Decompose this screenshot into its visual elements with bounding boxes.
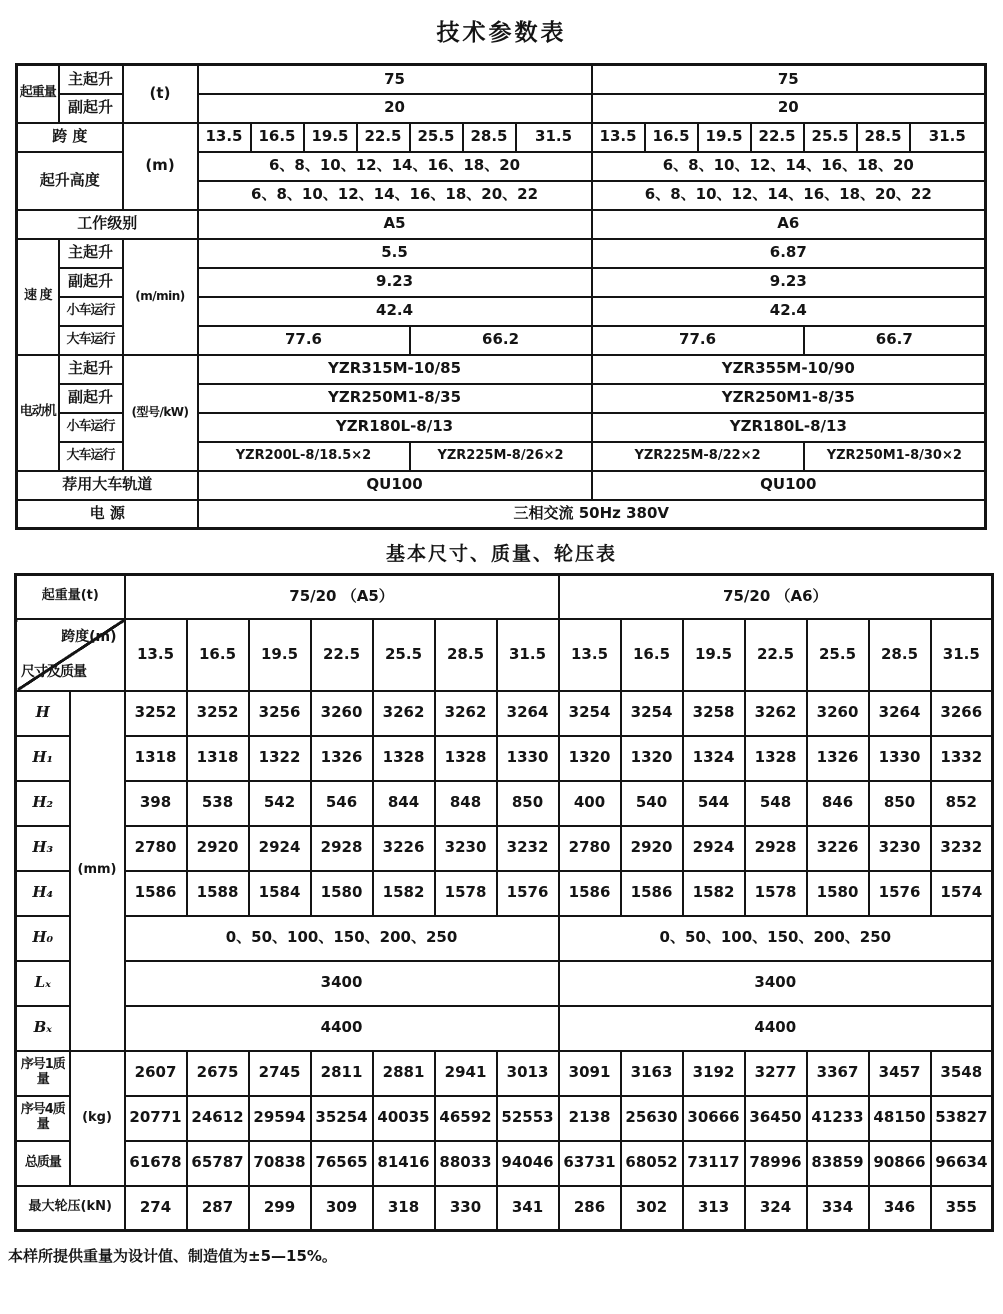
value-cell: 3230	[869, 826, 931, 871]
page-title: 技术参数表	[436, 20, 567, 46]
value-cell: 318	[373, 1186, 435, 1231]
value-cell: 1578	[435, 871, 497, 916]
table2-title: 基本尺寸、质量、轮压表	[385, 543, 617, 565]
unit-model-kw: (型号/kW)	[123, 355, 198, 471]
unit-m: (m)	[123, 123, 198, 210]
value-cell: 334	[807, 1186, 869, 1231]
capacity-a6-header: 75/20 （A6）	[559, 575, 993, 619]
table-row	[16, 736, 993, 781]
value-cell: 1574	[931, 871, 993, 916]
unit-m-min: (m/min)	[123, 239, 198, 355]
value-cell: 286	[559, 1186, 621, 1231]
value-cell: 2881	[373, 1051, 435, 1096]
value-cell: 850	[497, 781, 559, 826]
value-cell: 1330	[497, 736, 559, 781]
speed-aux-a5: 9.23	[198, 268, 592, 297]
value-cell: 3264	[869, 691, 931, 736]
value-cell: 61678	[125, 1141, 187, 1186]
value-cell: 76565	[311, 1141, 373, 1186]
value-cell: 46592	[435, 1096, 497, 1141]
dimensions-mass-table	[14, 573, 994, 1232]
value-cell: 2928	[311, 826, 373, 871]
motor-crane-a6-1: YZR225M-8/22×2	[592, 442, 804, 471]
value-cell: 1320	[559, 736, 621, 781]
value-cell: 3226	[373, 826, 435, 871]
value-cell: 1580	[807, 871, 869, 916]
value-cell: 29594	[249, 1096, 311, 1141]
table-row	[16, 575, 993, 619]
value-cell: 40035	[373, 1096, 435, 1141]
value-cell: 2941	[435, 1051, 497, 1096]
value-cell: 355	[931, 1186, 993, 1231]
value-cell: 309	[311, 1186, 373, 1231]
value-cell: 13.5	[198, 123, 251, 152]
lx-a5: 3400	[125, 961, 559, 1006]
motor-trolley-label: 小车运行	[59, 413, 123, 442]
value-cell: 324	[745, 1186, 807, 1231]
bx-a5: 4400	[125, 1006, 559, 1051]
value-cell: 1322	[249, 736, 311, 781]
value-cell: 3277	[745, 1051, 807, 1096]
value-cell: 25.5	[373, 619, 435, 691]
value-cell: 3232	[497, 826, 559, 871]
value-cell: 1588	[187, 871, 249, 916]
value-cell: 83859	[807, 1141, 869, 1186]
height-row1-a6: 6、8、10、12、14、16、18、20	[592, 152, 986, 181]
motor-crane-a5-2: YZR225M-8/26×2	[410, 442, 592, 471]
value-cell: 844	[373, 781, 435, 826]
value-cell: 3548	[931, 1051, 993, 1096]
value-cell: 30666	[683, 1096, 745, 1141]
main-hoist-label: 主起升	[59, 65, 123, 94]
value-cell: 19.5	[698, 123, 751, 152]
speed-crane-a5-1: 77.6	[198, 326, 410, 355]
work-duty-label: 工作级别	[17, 210, 198, 239]
footnote: 本样所提供重量为设计值、制造值为±5—15%。	[8, 1247, 337, 1265]
lifting-height-label: 起升高度	[17, 152, 123, 210]
motor-trolley-a5: YZR180L-8/13	[198, 413, 592, 442]
value-cell: 546	[311, 781, 373, 826]
dim-lx-label: Lₓ	[16, 961, 70, 1006]
table-row	[16, 619, 993, 691]
table-row	[16, 871, 993, 916]
value-cell: 2745	[249, 1051, 311, 1096]
value-cell: 19.5	[683, 619, 745, 691]
value-cell: 35254	[311, 1096, 373, 1141]
height-row1-a5: 6、8、10、12、14、16、18、20	[198, 152, 592, 181]
table-row	[16, 1096, 993, 1141]
value-cell: 852	[931, 781, 993, 826]
value-cell: 1582	[683, 871, 745, 916]
h0-a5: 0、50、100、150、200、250	[125, 916, 559, 961]
value-cell: 1318	[187, 736, 249, 781]
table-row	[16, 1186, 993, 1231]
value-cell: 1576	[869, 871, 931, 916]
value-cell: 341	[497, 1186, 559, 1231]
value-cell: 538	[187, 781, 249, 826]
speed-trolley-a6: 42.4	[592, 297, 986, 326]
table-row	[16, 961, 993, 1006]
value-cell: 850	[869, 781, 931, 826]
motor-crane-a5-1: YZR200L-8/18.5×2	[198, 442, 410, 471]
motor-main-a6: YZR355M-10/90	[592, 355, 986, 384]
speed-aux-label: 副起升	[59, 268, 123, 297]
table-row	[17, 210, 986, 239]
dim-h4-label: H₄	[16, 871, 70, 916]
height-row2-a5: 6、8、10、12、14、16、18、20、22	[198, 181, 592, 210]
value-cell: 1320	[621, 736, 683, 781]
value-cell: 22.5	[311, 619, 373, 691]
value-cell: 31.5	[910, 123, 986, 152]
value-cell: 3262	[435, 691, 497, 736]
value-cell: 1578	[745, 871, 807, 916]
value-cell: 398	[125, 781, 187, 826]
speed-crane-a6-2: 66.7	[804, 326, 986, 355]
value-cell: 68052	[621, 1141, 683, 1186]
value-cell: 3264	[497, 691, 559, 736]
mass-item4-label: 序号4质量	[16, 1096, 70, 1141]
value-cell: 31.5	[516, 123, 592, 152]
value-cell: 1582	[373, 871, 435, 916]
value-cell: 3260	[311, 691, 373, 736]
value-cell: 2924	[683, 826, 745, 871]
value-cell: 13.5	[559, 619, 621, 691]
dim-h0-label: H₀	[16, 916, 70, 961]
value-cell: 3163	[621, 1051, 683, 1096]
aux-hoist-a6: 20	[592, 94, 986, 123]
table-row	[16, 691, 993, 736]
capacity-a5-header: 75/20 （A5）	[125, 575, 559, 619]
value-cell: 2924	[249, 826, 311, 871]
value-cell: 3232	[931, 826, 993, 871]
value-cell: 544	[683, 781, 745, 826]
value-cell: 31.5	[931, 619, 993, 691]
value-cell: 28.5	[435, 619, 497, 691]
value-cell: 22.5	[751, 123, 804, 152]
value-cell: 2928	[745, 826, 807, 871]
value-cell: 16.5	[645, 123, 698, 152]
speed-trolley-label: 小车运行	[59, 297, 123, 326]
motor-main-a5: YZR315M-10/85	[198, 355, 592, 384]
table-row	[16, 1051, 993, 1096]
value-cell: 88033	[435, 1141, 497, 1186]
value-cell: 16.5	[621, 619, 683, 691]
motor-aux-a6: YZR250M1-8/35	[592, 384, 986, 413]
table-row	[17, 471, 986, 500]
main-hoist-a5: 75	[198, 65, 592, 94]
rail-a6: QU100	[592, 471, 986, 500]
value-cell: 2780	[125, 826, 187, 871]
value-cell: 1328	[435, 736, 497, 781]
value-cell: 400	[559, 781, 621, 826]
main-hoist-a6: 75	[592, 65, 986, 94]
value-cell: 542	[249, 781, 311, 826]
value-cell: 25630	[621, 1096, 683, 1141]
value-cell: 540	[621, 781, 683, 826]
value-cell: 24612	[187, 1096, 249, 1141]
speed-main-a5: 5.5	[198, 239, 592, 268]
value-cell: 1586	[559, 871, 621, 916]
value-cell: 2920	[187, 826, 249, 871]
value-cell: 3260	[807, 691, 869, 736]
value-cell: 2607	[125, 1051, 187, 1096]
unit-t: (t)	[123, 65, 198, 123]
value-cell: 3226	[807, 826, 869, 871]
value-cell: 548	[745, 781, 807, 826]
value-cell: 1326	[311, 736, 373, 781]
table-row	[17, 500, 986, 529]
value-cell: 52553	[497, 1096, 559, 1141]
rail-label: 荐用大车轨道	[17, 471, 198, 500]
value-cell: 3252	[187, 691, 249, 736]
rail-a5: QU100	[198, 471, 592, 500]
aux-hoist-label: 副起升	[59, 94, 123, 123]
motor-aux-label: 副起升	[59, 384, 123, 413]
value-cell: 302	[621, 1186, 683, 1231]
value-cell: 848	[435, 781, 497, 826]
value-cell: 13.5	[592, 123, 645, 152]
total-mass-label: 总质量	[16, 1141, 70, 1186]
value-cell: 3091	[559, 1051, 621, 1096]
value-cell: 3254	[621, 691, 683, 736]
dim-bx-label: Bₓ	[16, 1006, 70, 1051]
value-cell: 3230	[435, 826, 497, 871]
value-cell: 3262	[745, 691, 807, 736]
value-cell: 1580	[311, 871, 373, 916]
mass-item1-label: 序号1质量	[16, 1051, 70, 1096]
value-cell: 274	[125, 1186, 187, 1231]
value-cell: 81416	[373, 1141, 435, 1186]
height-row2-a6: 6、8、10、12、14、16、18、20、22	[592, 181, 986, 210]
value-cell: 28.5	[463, 123, 516, 152]
value-cell: 1586	[125, 871, 187, 916]
value-cell: 48150	[869, 1096, 931, 1141]
value-cell: 53827	[931, 1096, 993, 1141]
dim-h2-label: H₂	[16, 781, 70, 826]
diagonal-dim-label: 尺寸及质量	[21, 664, 86, 681]
value-cell: 25.5	[807, 619, 869, 691]
value-cell: 22.5	[745, 619, 807, 691]
max-wheel-load-label: 最大轮压(kN)	[16, 1186, 125, 1231]
speed-main-label: 主起升	[59, 239, 123, 268]
value-cell: 330	[435, 1186, 497, 1231]
power-label: 电 源	[17, 500, 198, 529]
value-cell: 25.5	[804, 123, 857, 152]
value-cell: 3367	[807, 1051, 869, 1096]
work-duty-a6: A6	[592, 210, 986, 239]
capacity-header-label: 起重量(t)	[16, 575, 125, 619]
speed-crane-a6-1: 77.6	[592, 326, 804, 355]
value-cell: 3013	[497, 1051, 559, 1096]
speed-aux-a6: 9.23	[592, 268, 986, 297]
value-cell: 63731	[559, 1141, 621, 1186]
table-row	[16, 826, 993, 871]
value-cell: 287	[187, 1186, 249, 1231]
value-cell: 346	[869, 1186, 931, 1231]
value-cell: 2675	[187, 1051, 249, 1096]
value-cell: 313	[683, 1186, 745, 1231]
table-row	[17, 123, 986, 152]
table-row	[16, 916, 993, 961]
motor-main-label: 主起升	[59, 355, 123, 384]
value-cell: 3192	[683, 1051, 745, 1096]
work-duty-a5: A5	[198, 210, 592, 239]
motor-crane-label: 大车运行	[59, 442, 123, 471]
table-row	[16, 781, 993, 826]
motor-aux-a5: YZR250M1-8/35	[198, 384, 592, 413]
value-cell: 2811	[311, 1051, 373, 1096]
motor-group-label: 电动机	[17, 355, 59, 471]
value-cell: 73117	[683, 1141, 745, 1186]
speed-main-a6: 6.87	[592, 239, 986, 268]
value-cell: 31.5	[497, 619, 559, 691]
bx-a6: 4400	[559, 1006, 993, 1051]
diagonal-span-label: 跨度(m)	[61, 628, 117, 645]
value-cell: 94046	[497, 1141, 559, 1186]
table-row	[16, 1006, 993, 1051]
value-cell: 13.5	[125, 619, 187, 691]
value-cell: 25.5	[410, 123, 463, 152]
value-cell: 19.5	[304, 123, 357, 152]
value-cell: 20771	[125, 1096, 187, 1141]
value-cell: 3266	[931, 691, 993, 736]
speed-crane-label: 大车运行	[59, 326, 123, 355]
aux-hoist-a5: 20	[198, 94, 592, 123]
value-cell: 1584	[249, 871, 311, 916]
table-row	[17, 355, 986, 384]
value-cell: 3457	[869, 1051, 931, 1096]
value-cell: 1332	[931, 736, 993, 781]
value-cell: 1328	[373, 736, 435, 781]
value-cell: 1576	[497, 871, 559, 916]
diagonal-header-cell	[16, 619, 125, 691]
value-cell: 1324	[683, 736, 745, 781]
dim-h3-label: H₃	[16, 826, 70, 871]
value-cell: 299	[249, 1186, 311, 1231]
value-cell: 16.5	[251, 123, 304, 152]
value-cell: 36450	[745, 1096, 807, 1141]
value-cell: 1586	[621, 871, 683, 916]
capacity-group-label: 起重量	[17, 65, 59, 123]
tech-params-table	[15, 63, 987, 530]
value-cell: 1326	[807, 736, 869, 781]
speed-trolley-a5: 42.4	[198, 297, 592, 326]
span-label: 跨 度	[17, 123, 123, 152]
value-cell: 19.5	[249, 619, 311, 691]
motor-trolley-a6: YZR180L-8/13	[592, 413, 986, 442]
dim-h-label: H	[16, 691, 70, 736]
value-cell: 28.5	[857, 123, 910, 152]
h0-a6: 0、50、100、150、200、250	[559, 916, 993, 961]
value-cell: 1318	[125, 736, 187, 781]
value-cell: 65787	[187, 1141, 249, 1186]
value-cell: 3254	[559, 691, 621, 736]
value-cell: 1330	[869, 736, 931, 781]
value-cell: 1328	[745, 736, 807, 781]
value-cell: 16.5	[187, 619, 249, 691]
lx-a6: 3400	[559, 961, 993, 1006]
value-cell: 3252	[125, 691, 187, 736]
value-cell: 70838	[249, 1141, 311, 1186]
value-cell: 28.5	[869, 619, 931, 691]
value-cell: 3258	[683, 691, 745, 736]
table-row	[17, 65, 986, 94]
table-row	[16, 1141, 993, 1186]
speed-group-label: 速 度	[17, 239, 59, 355]
value-cell: 3262	[373, 691, 435, 736]
motor-crane-a6-2: YZR250M1-8/30×2	[804, 442, 986, 471]
value-cell: 78996	[745, 1141, 807, 1186]
value-cell: 41233	[807, 1096, 869, 1141]
table-row	[17, 239, 986, 268]
unit-kg: (kg)	[70, 1051, 125, 1186]
value-cell: 2920	[621, 826, 683, 871]
value-cell: 846	[807, 781, 869, 826]
power-value: 三相交流 50Hz 380V	[198, 500, 986, 529]
value-cell: 22.5	[357, 123, 410, 152]
value-cell: 90866	[869, 1141, 931, 1186]
value-cell: 96634	[931, 1141, 993, 1186]
value-cell: 3256	[249, 691, 311, 736]
speed-crane-a5-2: 66.2	[410, 326, 592, 355]
dim-h1-label: H₁	[16, 736, 70, 781]
value-cell: 2780	[559, 826, 621, 871]
unit-mm: (mm)	[70, 691, 125, 1051]
value-cell: 2138	[559, 1096, 621, 1141]
